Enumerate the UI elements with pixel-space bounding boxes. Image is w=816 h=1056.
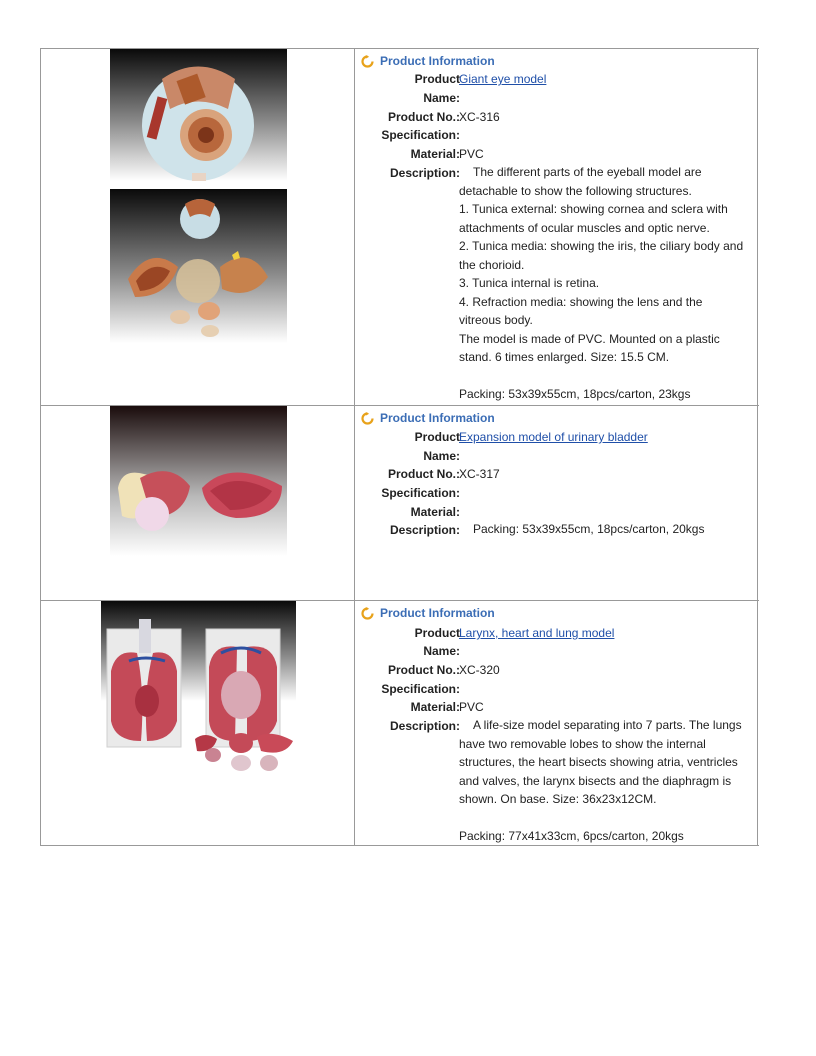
product-image-cell bbox=[41, 601, 355, 845]
material-label: Material: bbox=[410, 505, 460, 519]
refresh-circle-icon bbox=[361, 412, 374, 425]
product-name-link[interactable]: Larynx, heart and lung model bbox=[459, 626, 615, 640]
material-value: PVC bbox=[459, 147, 484, 161]
description-label: Description: bbox=[389, 166, 460, 180]
product-row bbox=[41, 601, 759, 846]
product-no-label: Product No.: bbox=[388, 110, 460, 124]
packing-line: Packing: 77x41x33cm, 6pcs/carton, 20kgs bbox=[459, 829, 684, 843]
product-info-header bbox=[361, 411, 495, 425]
eye-model-photo bbox=[110, 49, 287, 181]
description-blank bbox=[459, 367, 744, 386]
product-info-cell bbox=[355, 49, 758, 405]
urinary-bladder-photo bbox=[110, 406, 287, 556]
refresh-circle-icon bbox=[361, 55, 374, 68]
packing-line: Packing: 53x39x55cm, 18pcs/carton, 23kgs bbox=[459, 387, 691, 401]
description-text bbox=[459, 716, 744, 846]
description-line: The model is made of PVC. Mounted on a plastic stand. 6 times enlarged. Size: 15.5 CM. bbox=[459, 331, 720, 364]
description-line: 1. Tunica external: showing cornea and sclera with attachments of ocular muscles and optic nerve. bbox=[459, 202, 728, 235]
product-table bbox=[40, 48, 759, 846]
name-label: Name: bbox=[423, 91, 460, 105]
product-no-value: XC-320 bbox=[459, 663, 500, 677]
product-image-cell bbox=[41, 49, 355, 405]
product-no-value: XC-316 bbox=[459, 110, 500, 124]
product-row bbox=[41, 49, 759, 406]
product-name-link[interactable]: Expansion model of urinary bladder bbox=[459, 430, 648, 444]
product-row bbox=[41, 406, 759, 601]
product-info-header bbox=[361, 606, 495, 620]
product-info-title: Product Information bbox=[380, 54, 495, 68]
material-label: Material: bbox=[410, 147, 460, 161]
product-label: Product bbox=[414, 72, 460, 86]
description-line: 2. Tunica media: showing the iris, the ciliary body and the chorioid. bbox=[459, 239, 744, 272]
eye-model-parts-photo bbox=[110, 189, 287, 343]
specification-label: Specification: bbox=[381, 486, 460, 500]
product-info-cell bbox=[355, 601, 758, 845]
specification-label: Specification: bbox=[381, 128, 460, 142]
product-info-header bbox=[361, 54, 495, 68]
description-blank bbox=[459, 809, 744, 828]
product-no-label: Product No.: bbox=[388, 663, 460, 677]
name-label: Name: bbox=[423, 644, 460, 658]
description-label: Description: bbox=[389, 523, 460, 537]
product-info-title: Product Information bbox=[380, 606, 495, 620]
product-no-label: Product No.: bbox=[388, 467, 460, 481]
product-label: Product bbox=[414, 626, 460, 640]
product-image-cell bbox=[41, 406, 355, 600]
description-line: The different parts of the eyeball model are detachable to show the following structures. bbox=[459, 165, 702, 198]
packing-line: Packing: 53x39x55cm, 18pcs/carton, 20kgs bbox=[473, 522, 705, 536]
specification-label: Specification: bbox=[381, 682, 460, 696]
material-label: Material: bbox=[410, 700, 460, 714]
product-label: Product bbox=[414, 430, 460, 444]
description-line: 4. Refraction media: showing the lens and the vitreous body. bbox=[459, 294, 703, 327]
product-name-link[interactable]: Giant eye model bbox=[459, 72, 547, 86]
product-no-value: XC-317 bbox=[459, 467, 500, 481]
product-info-title: Product Information bbox=[380, 411, 495, 425]
description-text bbox=[459, 163, 744, 404]
description-label: Description: bbox=[389, 719, 460, 733]
description-line: A life-size model separating into 7 parts. The lungs have two removable lobes to show the internal structures, the heart bisects showing atria, ventricles and valves, the larynx bisects and the diaphragm is shown. On base. Size: 36x23x12CM. bbox=[459, 718, 742, 806]
name-label: Name: bbox=[423, 449, 460, 463]
description-text bbox=[459, 520, 744, 539]
larynx-heart-lung-photo bbox=[101, 601, 296, 791]
description-line: 3. Tunica internal is retina. bbox=[459, 276, 600, 290]
refresh-circle-icon bbox=[361, 607, 374, 620]
product-info-cell bbox=[355, 406, 758, 600]
material-value: PVC bbox=[459, 700, 484, 714]
